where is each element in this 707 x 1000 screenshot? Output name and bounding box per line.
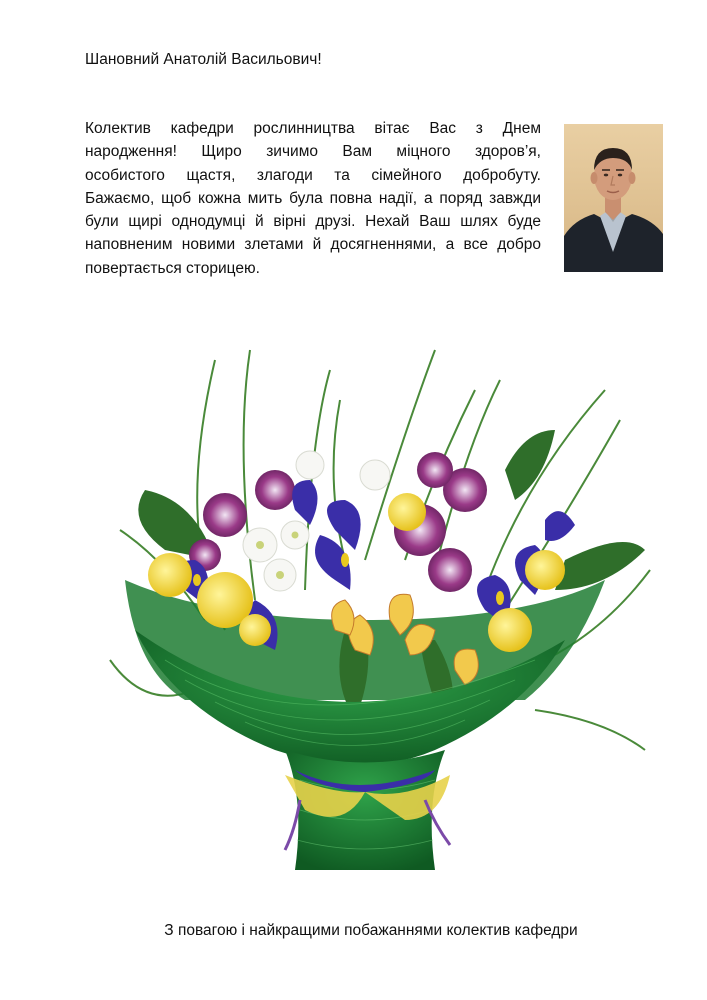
portrait-photo — [564, 124, 663, 272]
letter-body-line: Колектив кафедри рослинництва вітає Вас з Днем — [85, 120, 541, 137]
letter-body-line: особистого щастя, злагоди та сімейного добробуту. — [85, 166, 541, 184]
letter-body — [85, 117, 541, 280]
letter-body-line: народження! Щиро зичимо Вам міцного здоров’я, — [85, 143, 541, 161]
portrait-illustration — [564, 124, 663, 272]
flower-bouquet-image — [105, 330, 655, 890]
letter-greeting: Шановний Анатолій Васильович! — [85, 51, 322, 68]
letter-body-line: повертається сторицею. — [85, 259, 260, 277]
letter-body-line: наповненим новими злетами й досягненнями, а все добро — [85, 236, 541, 254]
bouquet-illustration — [105, 330, 655, 890]
letter-closing: З повагою і найкращими побажаннями колектив кафедри — [164, 922, 578, 939]
letter-body-line: Бажаємо, щоб кожна мить була повна надії, а поряд завжди — [85, 189, 541, 207]
letter-body-line: були щирі однодумці й вірні друзі. Нехай Ваш шлях буде — [85, 213, 541, 231]
